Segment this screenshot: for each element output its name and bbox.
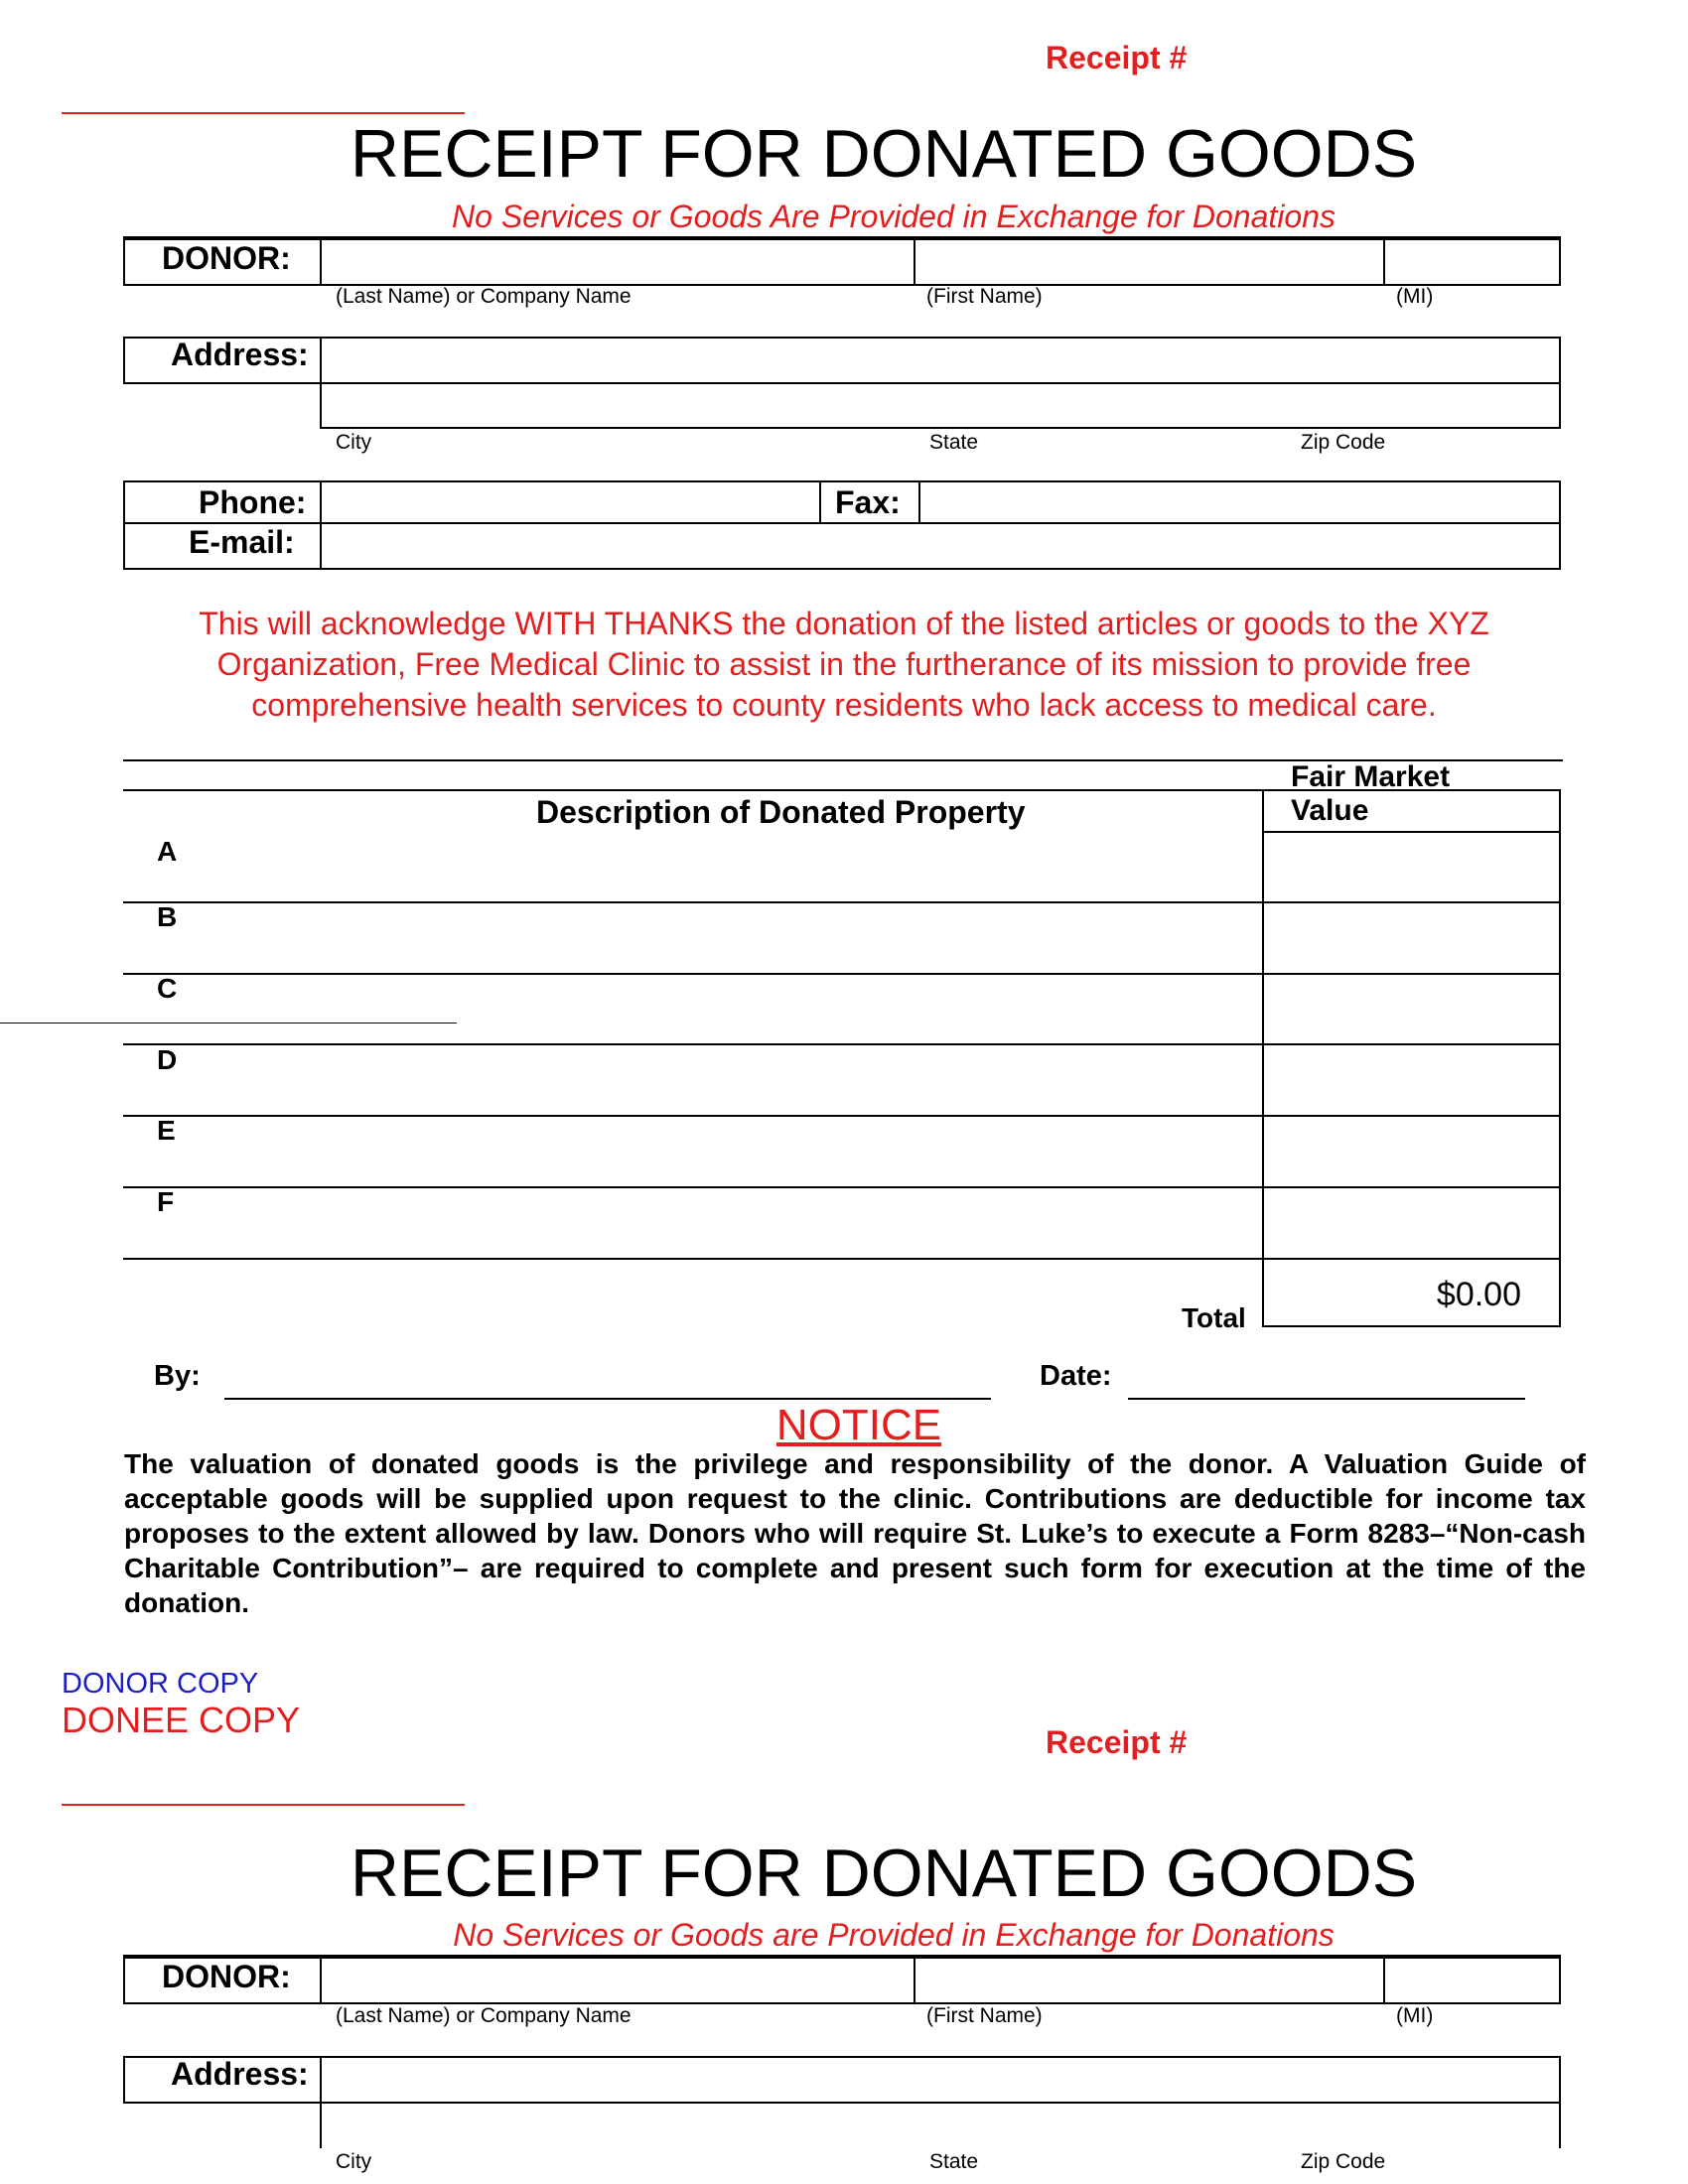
table-row-rule (123, 1115, 1561, 1117)
fmv-header (1291, 760, 1450, 828)
receipt-number-label: Receipt # (1046, 1724, 1188, 1760)
date-label: Date: (1040, 1360, 1112, 1392)
total-value: $0.00 (1436, 1276, 1521, 1313)
address-street-field[interactable] (324, 341, 1557, 380)
notice-text: The valuation of donated goods is the privilege and responsibility of the donor. A Valuation Guide of acceptable goods will be supplied upon request to the clinic. Contributions are deductible for income tax proposes to the extent allowed by law. Donors who will require St. Luke’s to execute a Form 8283–“Non-cash Charitable Contribution”– are required to complete and present such form for execution at the time of the donation. (124, 1448, 1586, 1618)
state-caption: State (929, 2150, 979, 2173)
by-label: By: (154, 1360, 201, 1392)
phone-label: Phone: (199, 484, 307, 520)
table-row-rule (123, 1258, 1561, 1260)
value-field-a[interactable] (1266, 835, 1557, 898)
value-field-f[interactable] (1266, 1190, 1557, 1254)
city-caption: City (336, 2150, 372, 2173)
divider (1383, 238, 1385, 286)
donor-last-name-field[interactable] (324, 1961, 910, 2000)
divider (320, 238, 322, 286)
description-field-e[interactable] (199, 1119, 1251, 1182)
city-caption: City (336, 431, 372, 454)
zip-caption: Zip Code (1301, 2150, 1386, 2173)
row-label-b: B (157, 901, 178, 932)
description-field-d[interactable] (199, 1047, 1251, 1111)
notice-title: NOTICE (775, 1401, 942, 1449)
last-name-caption: (Last Name) or Company Name (336, 285, 632, 308)
mi-caption: (MI) (1396, 2004, 1434, 2027)
address-city-state-zip-field[interactable] (324, 2106, 1557, 2145)
value-field-c[interactable] (1266, 977, 1557, 1040)
donor-copy-label: DONOR COPY (62, 1668, 259, 1700)
description-field-a[interactable] (199, 834, 1251, 897)
email-field[interactable] (324, 526, 1557, 566)
divider (1559, 789, 1561, 1327)
address-label: Address: (171, 2056, 309, 2092)
fmv-header-line1: Fair Market (1291, 760, 1451, 793)
row-label-c: C (157, 973, 178, 1004)
donee-copy-label: DONEE COPY (62, 1700, 301, 1740)
first-name-caption: (First Name) (926, 285, 1043, 308)
stray-rule (0, 1023, 457, 1024)
row-label-e: E (157, 1115, 176, 1146)
receipt-number-line (62, 112, 465, 114)
email-label: E-mail: (189, 524, 295, 560)
fax-field[interactable] (922, 484, 1557, 520)
divider (1262, 831, 1561, 833)
divider (123, 522, 1561, 524)
table-row-rule (123, 973, 1561, 975)
acknowledgement-text: This will acknowledge WITH THANKS the donation of the listed articles or goods to the XYZ Organization, Free Medical Clinic to assist in the furtherance of its mission to provide free comprehensive health services to county residents who lack access to medical care. (199, 606, 1489, 723)
table-row-rule (123, 1186, 1561, 1188)
divider (914, 1957, 915, 2004)
mi-caption: (MI) (1396, 285, 1434, 308)
donor-first-name-field[interactable] (917, 242, 1379, 282)
divider (1262, 789, 1264, 1327)
description-field-b[interactable] (199, 905, 1251, 969)
divider (914, 238, 915, 286)
donor-last-name-field[interactable] (324, 242, 910, 282)
donor-label: DONOR: (162, 1959, 291, 1994)
receipt-number-label: Receipt # (1046, 40, 1188, 75)
donor-first-name-field[interactable] (917, 1961, 1379, 2000)
row-label-d: D (157, 1044, 178, 1075)
state-caption: State (929, 431, 979, 454)
row-label-a: A (157, 836, 178, 867)
value-field-e[interactable] (1266, 1119, 1557, 1182)
divider (918, 480, 920, 523)
description-field-f[interactable] (199, 1190, 1251, 1254)
page-subtitle: No Services or Goods Are Provided in Exchange for Donations (452, 199, 1336, 234)
value-field-d[interactable] (1266, 1047, 1557, 1111)
total-bottom-rule (1262, 1325, 1561, 1327)
divider (320, 480, 322, 570)
last-name-caption: (Last Name) or Company Name (336, 2004, 632, 2027)
divider (1383, 1957, 1385, 2004)
page-title: RECEIPT FOR DONATED GOODS (350, 116, 1418, 192)
donor-mi-field[interactable] (1387, 1961, 1557, 2000)
page-subtitle: No Services or Goods are Provided in Exchange for Donations (453, 1917, 1335, 1953)
date-field[interactable] (1128, 1360, 1525, 1398)
address-city-state-zip-field[interactable] (324, 386, 1557, 425)
donor-mi-field[interactable] (1387, 242, 1557, 282)
divider (819, 480, 821, 523)
fmv-header-line2: Value (1291, 794, 1369, 827)
divider (1559, 2102, 1561, 2148)
by-field[interactable] (224, 1360, 989, 1398)
description-field-c[interactable] (199, 977, 1251, 1040)
first-name-caption: (First Name) (926, 2004, 1043, 2027)
page-title: RECEIPT FOR DONATED GOODS (350, 1836, 1418, 1911)
address-street-field[interactable] (324, 2060, 1557, 2100)
phone-field[interactable] (324, 484, 815, 520)
table-row-rule (123, 1043, 1561, 1045)
date-line (1128, 1398, 1525, 1400)
zip-caption: Zip Code (1301, 431, 1386, 454)
divider (320, 2056, 322, 2148)
fax-label: Fax: (835, 484, 901, 520)
table-row-rule (123, 901, 1561, 903)
description-header: Description of Donated Property (536, 794, 1026, 830)
receipt-number-line (62, 1804, 465, 1806)
total-label: Total (1182, 1302, 1246, 1333)
divider (320, 1957, 322, 2004)
address-label: Address: (171, 337, 309, 372)
value-field-b[interactable] (1266, 905, 1557, 969)
by-line (224, 1398, 991, 1400)
donor-label: DONOR: (162, 240, 291, 276)
row-label-f: F (157, 1186, 175, 1217)
